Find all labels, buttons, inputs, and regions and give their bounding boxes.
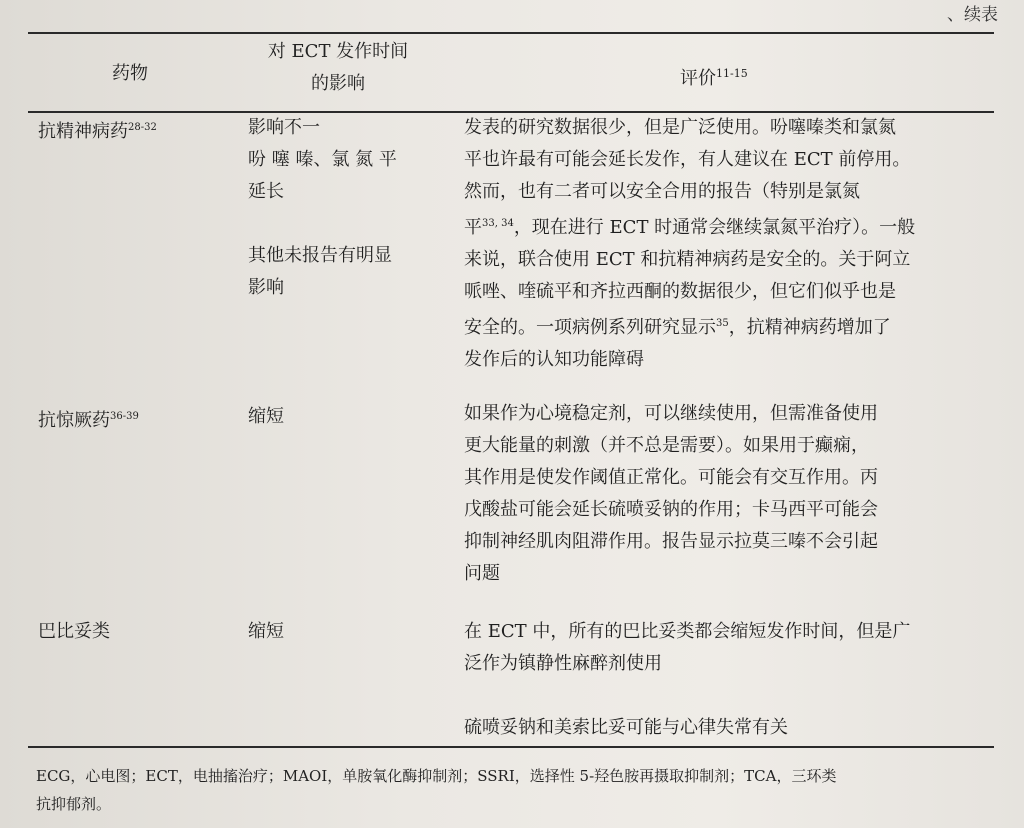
row-anticonvulsants-effect bbox=[248, 401, 438, 433]
evaluation-line: 发作后的认知功能障碍 bbox=[464, 349, 644, 370]
evaluation-line: 更大能量的刺激（并不总是需要）。如果用于癫痫， bbox=[464, 435, 869, 456]
evaluation-line bbox=[464, 680, 984, 712]
effect-line: 缩短 bbox=[248, 406, 284, 427]
effect-line: 吩 噻 嗪、氯 氮 平 bbox=[248, 149, 397, 170]
evaluation-line: 安全的。一项病例系列研究显示$^{35}$，抗精神病药增加了 bbox=[464, 317, 891, 338]
evaluation-line: 如果作为心境稳定剂，可以继续使用，但需准备使用 bbox=[464, 403, 878, 424]
header-evaluation-refs: 11-15 bbox=[716, 67, 748, 80]
effect-line: 其他未报告有明显 bbox=[248, 245, 392, 266]
header-effect bbox=[258, 36, 418, 100]
evaluation-line: 泛作为镇静性麻醉剂使用 bbox=[464, 653, 662, 674]
evaluation-line: 哌唑、喹硫平和齐拉西酮的数据很少，但它们似乎也是 bbox=[464, 281, 896, 302]
evaluation-line: 平也许最有可能会延长发作，有人建议在 ECT 前停用。 bbox=[464, 149, 911, 170]
evaluation-line: 平$^{33, 34}$，现在进行 ECT 时通常会继续氯氮平治疗）。一般 bbox=[464, 217, 916, 238]
effect-line: 影响 bbox=[248, 277, 284, 298]
evaluation-line: 发表的研究数据很少，但是广泛使用。吩噻嗪类和氯氮 bbox=[464, 117, 896, 138]
footnote-line: ECG，心电图；ECT，电抽搐治疗；MAOI，单胺氧化酶抑制剂；SSRI，选择性 5-羟色胺再摄取抑制剂；TCA，三环类 bbox=[36, 767, 837, 785]
evaluation-line: 硫喷妥钠和美索比妥可能与心律失常有关 bbox=[464, 717, 788, 738]
table-bottom-rule bbox=[28, 746, 994, 748]
drug-name: 抗精神病药 bbox=[38, 121, 128, 142]
continued-label: 、续表 bbox=[947, 5, 998, 25]
citation-refs: 33, 34 bbox=[482, 218, 514, 229]
table-top-rule bbox=[28, 32, 994, 34]
header-effect-line1: 对 ECT 发作时间 bbox=[267, 41, 409, 62]
header-drug: 药物 bbox=[112, 63, 148, 84]
header-effect-line2: 的影响 bbox=[311, 73, 365, 94]
evaluation-line: 来说，联合使用 ECT 和抗精神病药是安全的。关于阿立 bbox=[464, 249, 911, 270]
evaluation-line: 然而，也有二者可以安全合用的报告（特别是氯氮 bbox=[464, 181, 860, 202]
evaluation-line: 其作用是使发作阈值正常化。可能会有交互作用。丙 bbox=[464, 467, 878, 488]
header-evaluation-text: 评价 bbox=[680, 68, 716, 89]
footnote-line: 抗抑郁剂。 bbox=[36, 795, 112, 813]
drug-name: 抗惊厥药 bbox=[38, 410, 110, 431]
row-antipsychotics-effect bbox=[248, 112, 438, 304]
evaluation-line: 戊酸盐可能会延长硫喷妥钠的作用；卡马西平可能会 bbox=[464, 499, 878, 520]
row-barbiturates-drug bbox=[38, 616, 110, 648]
header-evaluation bbox=[680, 58, 748, 95]
row-antipsychotics-evaluation bbox=[464, 112, 984, 376]
evaluation-line: 抑制神经肌肉阻滞作用。报告显示拉莫三嗪不会引起 bbox=[464, 531, 878, 552]
row-barbiturates-evaluation bbox=[464, 616, 984, 744]
citation-refs: 35 bbox=[716, 318, 729, 329]
evaluation-line: 在 ECT 中，所有的巴比妥类都会缩短发作时间，但是广 bbox=[464, 621, 911, 642]
row-anticonvulsants-drug bbox=[38, 401, 139, 437]
table-footnote bbox=[36, 762, 996, 818]
effect-line: 影响不一 bbox=[248, 117, 320, 138]
drug-refs: 28-32 bbox=[128, 122, 157, 133]
row-antipsychotics-drug bbox=[38, 112, 157, 148]
row-anticonvulsants-evaluation bbox=[464, 398, 984, 590]
row-barbiturates-effect bbox=[248, 616, 438, 648]
effect-line bbox=[248, 208, 438, 240]
evaluation-line: 问题 bbox=[464, 563, 500, 584]
drug-refs: 36-39 bbox=[110, 411, 139, 422]
drug-name: 巴比妥类 bbox=[38, 621, 110, 642]
effect-line: 缩短 bbox=[248, 621, 284, 642]
effect-line: 延长 bbox=[248, 181, 284, 202]
